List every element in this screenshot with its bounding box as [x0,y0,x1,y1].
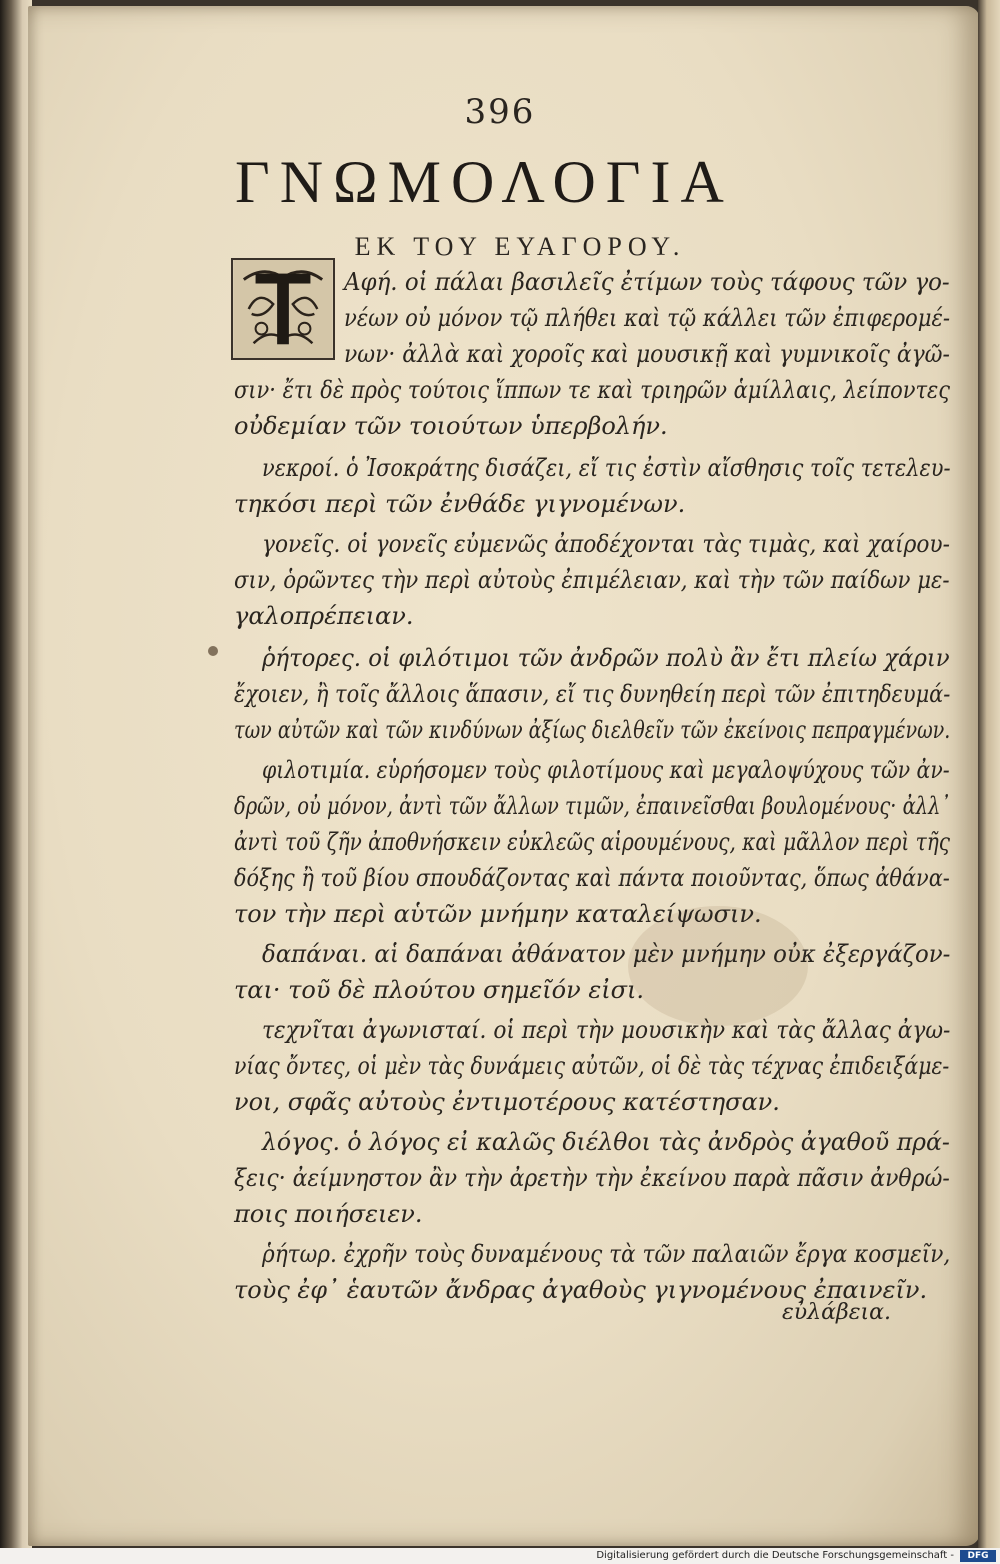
text-line: λόγος. ὁ λόγος εἰ καλῶς διέλθοι τὰς ἀνδρὸς ἀγαθοῦ πρά- [262,1128,950,1156]
text-line: τηκόσι περὶ τῶν ἐνθάδε γιγνομένων. [234,490,686,518]
text-line: ῥήτορες. οἱ φιλότιμοι τῶν ἀνδρῶν πολὺ ἂν ἔτι πλείω χάριν [262,644,950,672]
text-line: ἔχοιεν, ἢ τοῖς ἄλλοις ἅπασιν, εἴ τις δυνηθείη περὶ τῶν ἐπιτηδευμά- [234,680,951,708]
text-line: νίας ὄντες, οἱ μὲν τὰς δυνάμεις αὐτῶν, οἱ δὲ τὰς τέχνας ἐπιδειξάμε- [234,1052,950,1080]
text-line: των αὐτῶν καὶ τῶν κινδύνων ἀξίως διελθεῖν τῶν ἐκείνοις πεπραγμένων. [234,716,951,744]
page-number: 396 [464,92,536,132]
text-line: γονεῖς. οἱ γονεῖς εὐμενῶς ἀποδέχονται τὰς τιμὰς, καὶ χαίρου- [262,530,950,558]
catchword: εὐλάβεια. [782,1300,891,1325]
page-subtitle: ΕΚ ΤΟΥ ΕΥΑΓΟΡΟΥ. [354,232,686,261]
text-line: γαλοπρέπειαν. [234,602,414,630]
text-line: φιλοτιμία. εὑρήσομεν τοὺς φιλοτίμους καὶ μεγαλοψύχους τῶν ἀν- [262,756,950,784]
text-line: σιν· ἔτι δὲ πρὸς τούτοις ἵππων τε καὶ τριηρῶν ἁμίλλαις, λείποντες [234,376,951,404]
text-line: ται· τοῦ δὲ πλούτου σημεῖόν εἰσι. [234,976,645,1004]
text-line: δόξης ἢ τοῦ βίου σπουδάζοντας καὶ πάντα ποιοῦντας, ὅπως ἀθάνα- [234,864,950,892]
text-line: ἀντὶ τοῦ ζῆν ἀποθνήσκειν εὐκλεῶς αἱρουμένους, καὶ μᾶλλον περὶ τῆς [234,828,950,856]
text-line: δαπάναι. αἱ δαπάναι ἀθάνατον μὲν μνήμην οὐκ ἐξεργάζον- [262,940,951,968]
text-line: νων· ἀλλὰ καὶ χοροῖς καὶ μουσικῇ καὶ γυμνικοῖς ἀγῶ- [344,340,950,368]
text-line: ποις ποιήσειεν. [234,1200,423,1228]
text-line: Αφή. οἱ πάλαι βασιλεῖς ἐτίμων τοὺς τάφους τῶν γο- [344,268,950,296]
text-line: νοι, σφᾶς αὐτοὺς ἐντιμοτέρους κατέστησαν. [234,1088,780,1116]
text-line: τον τὴν περὶ αὑτῶν μνήμην καταλείψωσιν. [234,900,762,928]
text-line: σιν, ὁρῶντες τὴν περὶ αὐτοὺς ἐπιμέλειαν, καὶ τὴν τῶν παίδων με- [234,566,950,594]
dfg-logo-icon: DFG [960,1550,996,1562]
page-title: ΓΝΩΜΟΛΟΓΙΑ [235,149,734,215]
text-line: νέων οὐ μόνον τῷ πλήθει καὶ τῷ κάλλει τῶν ἐπιφερομέ- [344,304,951,332]
text-line: τοὺς ἐφ᾽ ἑαυτῶν ἄνδρας ἀγαθοὺς γιγνομένους ἐπαινεῖν. [234,1276,928,1304]
text-line: δρῶν, οὐ μόνον, ἀντὶ τῶν ἄλλων τιμῶν, ἐπαινεῖσθαι βουλομένους· ἀλλ᾽ [234,792,951,820]
text-line: ῥήτωρ. ἐχρῆν τοὺς δυναμένους τὰ τῶν παλαιῶν ἔργα κοσμεῖν, [262,1240,951,1268]
footer-text: Digitalisierung gefördert durch die Deutsche Forschungsgemeinschaft - [596,1550,954,1561]
text-line: τεχνῖται ἀγωνισταί. οἱ περὶ τὴν μουσικὴν καὶ τὰς ἄλλας ἀγω- [262,1016,951,1044]
text-line: νεκροί. ὁ Ἰσοκράτης δισάζει, εἴ τις ἐστὶν αἴσθησις τοῖς τετελευ- [262,454,951,482]
text-line: ξεις· ἀείμνηστον ἂν τὴν ἀρετὴν τὴν ἐκείνου παρὰ πᾶσιν ἀνθρώ- [234,1164,950,1192]
digitization-footer [0,1548,1000,1564]
text-line: οὐδεμίαν τῶν τοιούτων ὑπερβολήν. [234,412,668,440]
decorated-initial-icon [231,258,335,360]
ink-spot [208,646,218,656]
